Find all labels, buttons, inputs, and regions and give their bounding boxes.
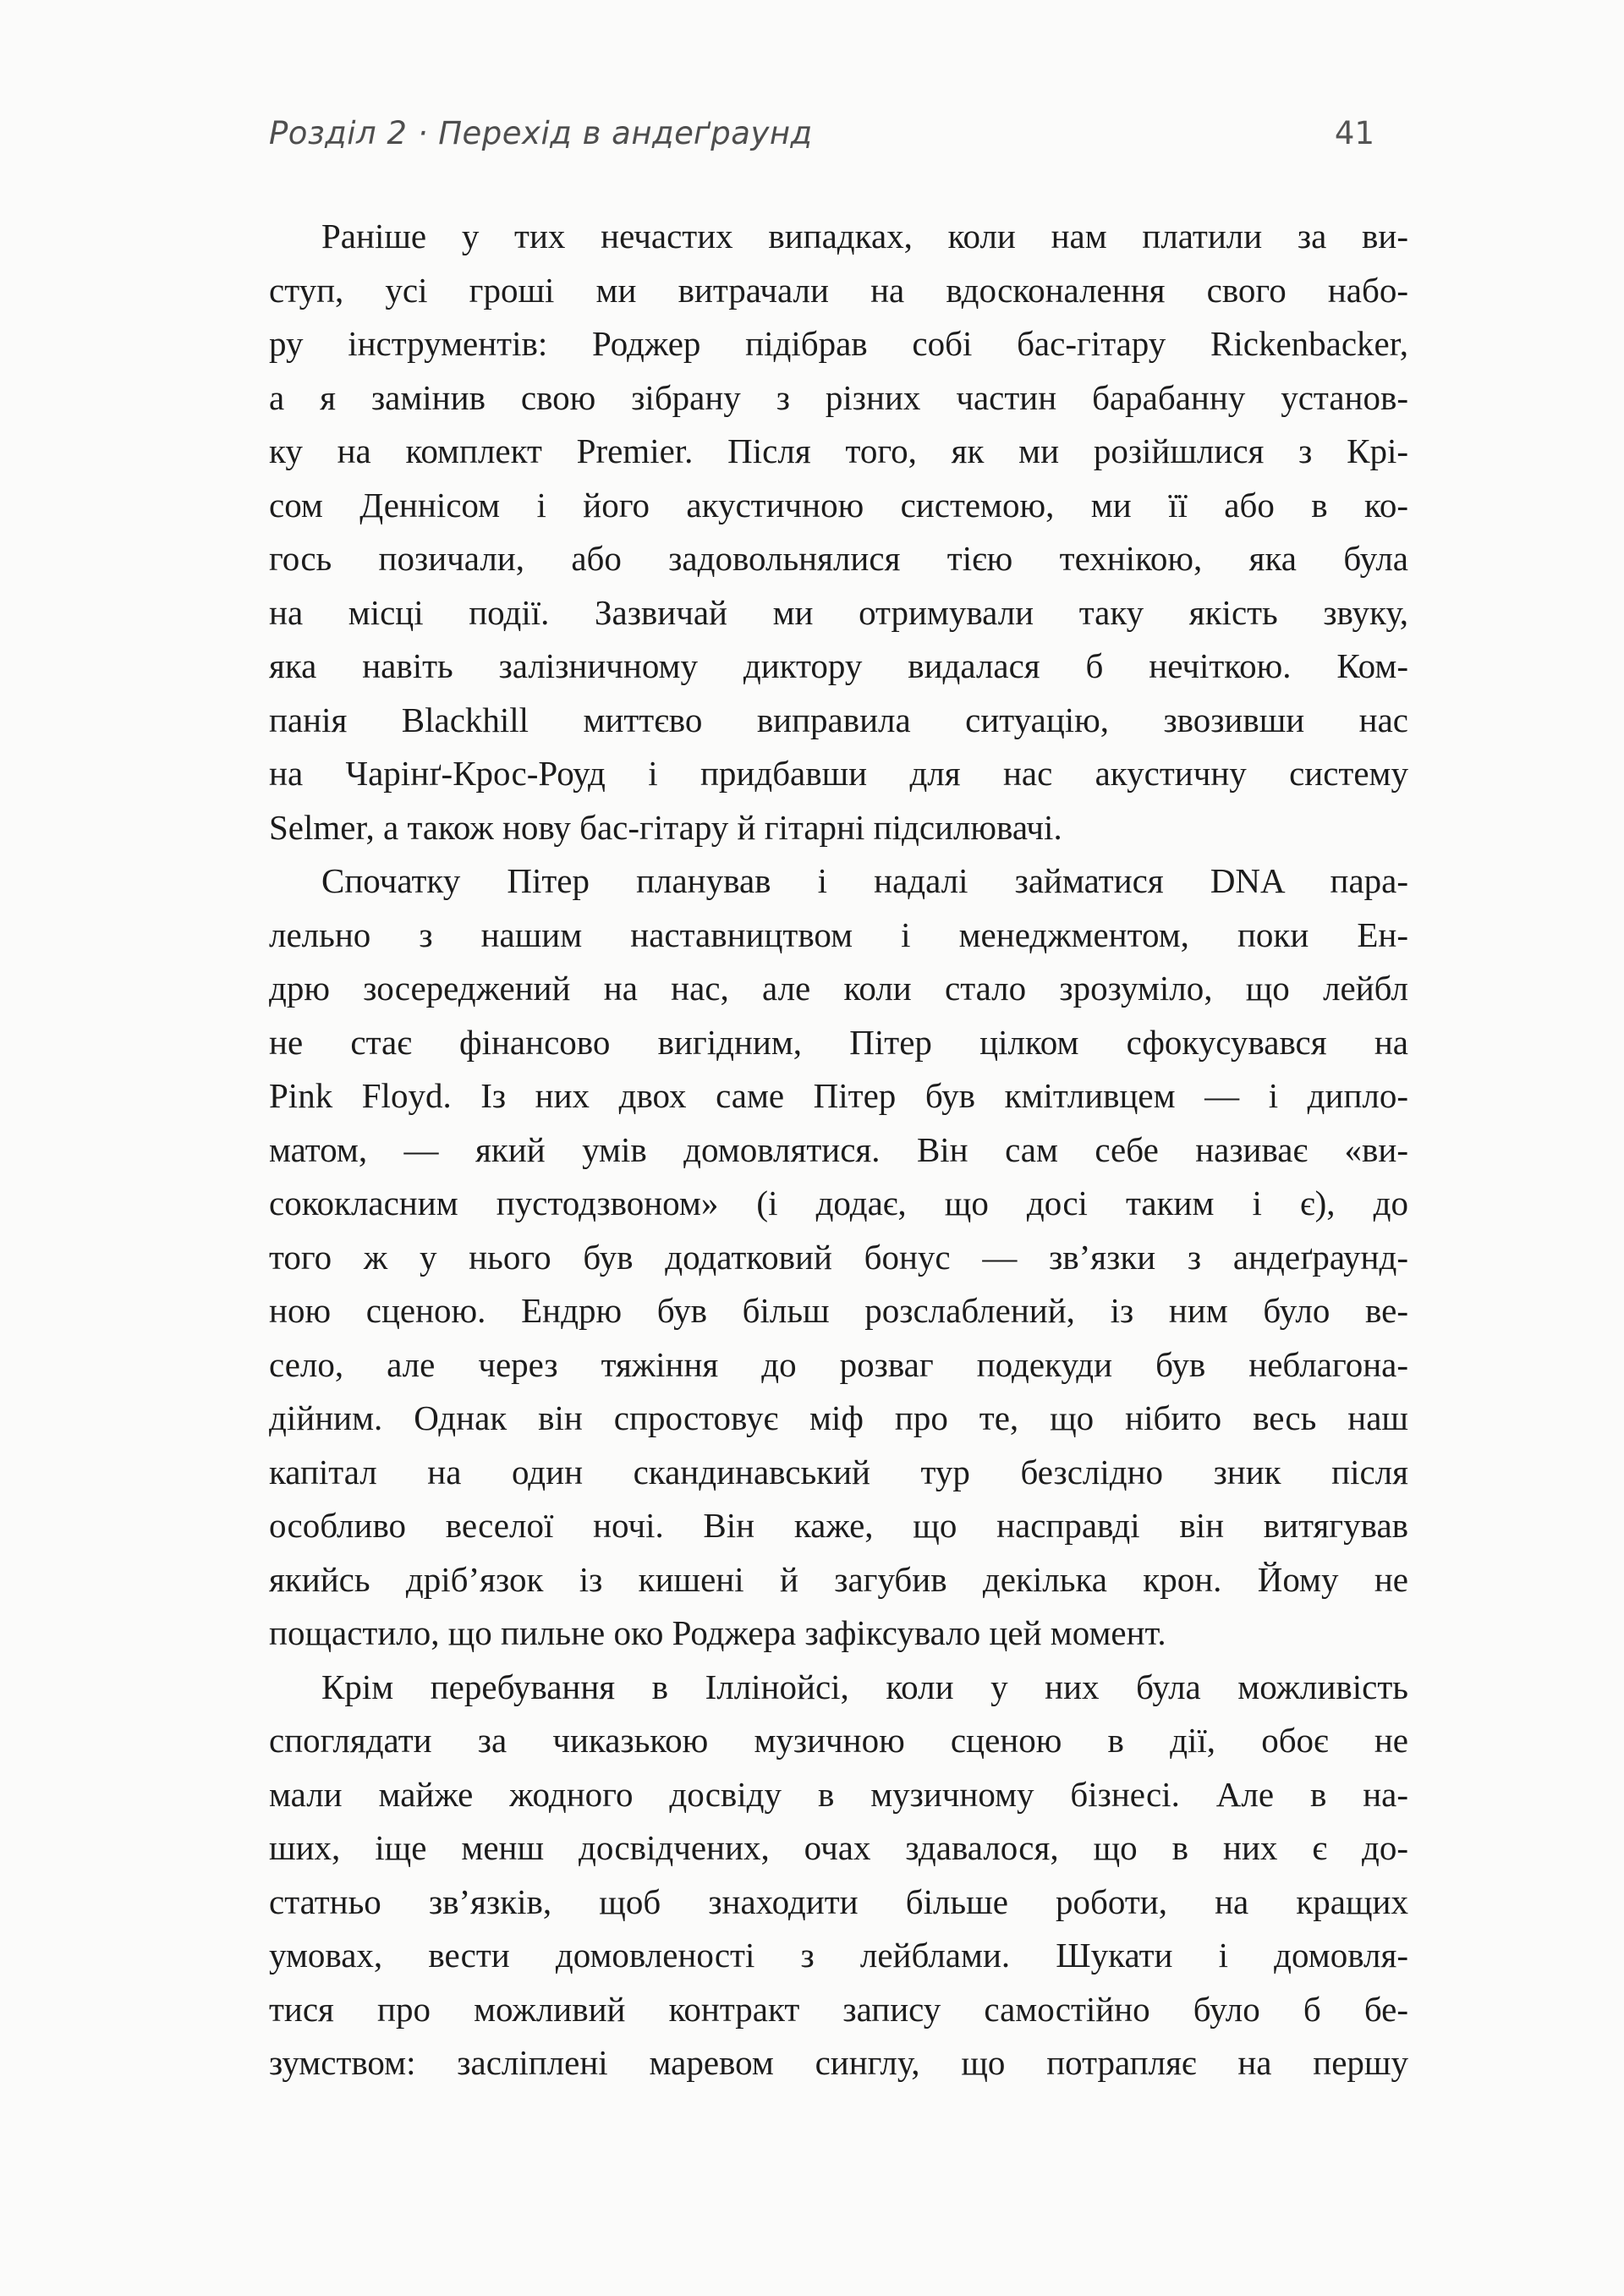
text-line: того ж у нього був додатковий бонус — зв’язки з андеґраунд- bbox=[269, 1237, 1408, 1277]
text-line: а я замінив свою зібрану з різних частин барабанну установ- bbox=[269, 377, 1408, 417]
text-line: ших, іще менш досвідчених, очах здавалося, що в них є до- bbox=[269, 1828, 1408, 1867]
text-line: яка навіть залізничному диктору видалася б нечіткою. Ком- bbox=[269, 646, 1408, 685]
text-line: ною сценою. Ендрю був більш розслаблений, із ним було ве- bbox=[269, 1291, 1408, 1330]
text-line: лельно з нашим наставництвом і менеджментом, поки Ен- bbox=[269, 915, 1408, 954]
text-line: зумством: засліплені маревом синглу, що потрапляє на першу bbox=[269, 2043, 1408, 2082]
chapter-title: Розділ 2 · Перехід в андеґраунд bbox=[269, 115, 813, 151]
paragraph bbox=[269, 1661, 1408, 2090]
text-line: мали майже жодного досвіду в музичному бізнесі. Але в на- bbox=[269, 1774, 1408, 1814]
text-line: гось позичали, або задовольнялися тією технікою, яка була bbox=[269, 539, 1408, 578]
text-line: Раніше у тих нечастих випадках, коли нам платили за ви- bbox=[321, 217, 1408, 255]
text-line: дійним. Однак він спростовує міф про те, що нібито весь наш bbox=[269, 1398, 1408, 1437]
text-line: на Чарінґ-Крос-Роуд і придбавши для нас акустичну систему bbox=[269, 754, 1408, 793]
text-line: сококласним пустодзвоном» (і додає, що досі таким і є), до bbox=[269, 1184, 1408, 1222]
text-line: не стає фінансово вигідним, Пітер цілком сфокусувався на bbox=[269, 1022, 1408, 1062]
text-line: Selmer, а також нову бас-гітару й гітарні підсилювачі. bbox=[269, 807, 1062, 847]
text-line: пощастило, що пильне око Роджера зафіксувало цей момент. bbox=[269, 1613, 1166, 1652]
text-line: сом Деннісом і його акустичною системою, ми її або в ко- bbox=[269, 485, 1408, 525]
text-line: ку на комплект Premier. Після того, як ми розійшлися з Крі- bbox=[269, 431, 1408, 470]
paragraph bbox=[269, 854, 1408, 1661]
text-line: Крім перебування в Іллінойсі, коли у них була можливість bbox=[321, 1667, 1408, 1706]
text-line: якийсь дріб’язок із кишені й загубив декілька крон. Йому не bbox=[269, 1559, 1408, 1599]
text-line: дрю зосереджений на нас, але коли стало зрозуміло, що лейбл bbox=[269, 969, 1408, 1008]
page-number: 41 bbox=[1334, 115, 1374, 151]
body-text bbox=[269, 210, 1408, 2090]
text-line: споглядати за чиказькою музичною сценою в дії, обоє не bbox=[269, 1721, 1408, 1760]
paragraph bbox=[269, 210, 1408, 854]
running-header bbox=[269, 115, 1408, 151]
text-line: Спочатку Пітер планував і надалі займатися DNA пара- bbox=[321, 861, 1408, 900]
text-line: особливо веселої ночі. Він каже, що насправді він витягував bbox=[269, 1506, 1408, 1545]
text-line: умовах, вести домовленості з лейблами. Шукати і домовля- bbox=[269, 1936, 1408, 1975]
text-line: ступ, усі гроші ми витрачали на вдосконалення свого набо- bbox=[269, 270, 1408, 310]
text-line: ру інструментів: Роджер підібрав собі бас-гітару Rickenbacker, bbox=[269, 324, 1408, 363]
text-line: панія Blackhill миттєво виправила ситуацію, звозивши нас bbox=[269, 700, 1408, 739]
text-line: на місці події. Зазвичай ми отримували таку якість звуку, bbox=[269, 592, 1408, 632]
text-line: село, але через тяжіння до розваг подекуди був неблагона- bbox=[269, 1344, 1408, 1384]
text-line: тися про можливий контракт запису самостійно було б бе- bbox=[269, 1989, 1408, 2029]
text-line: статньо зв’язків, щоб знаходити більше роботи, на кращих bbox=[269, 1881, 1408, 1921]
text-line: матом, — який умів домовлятися. Він сам себе називає «ви- bbox=[269, 1129, 1408, 1169]
text-line: капітал на один скандинавський тур безслідно зник після bbox=[269, 1452, 1408, 1491]
text-line: Pink Floyd. Із них двох саме Пітер був кмітливцем — і дипло- bbox=[269, 1076, 1408, 1115]
